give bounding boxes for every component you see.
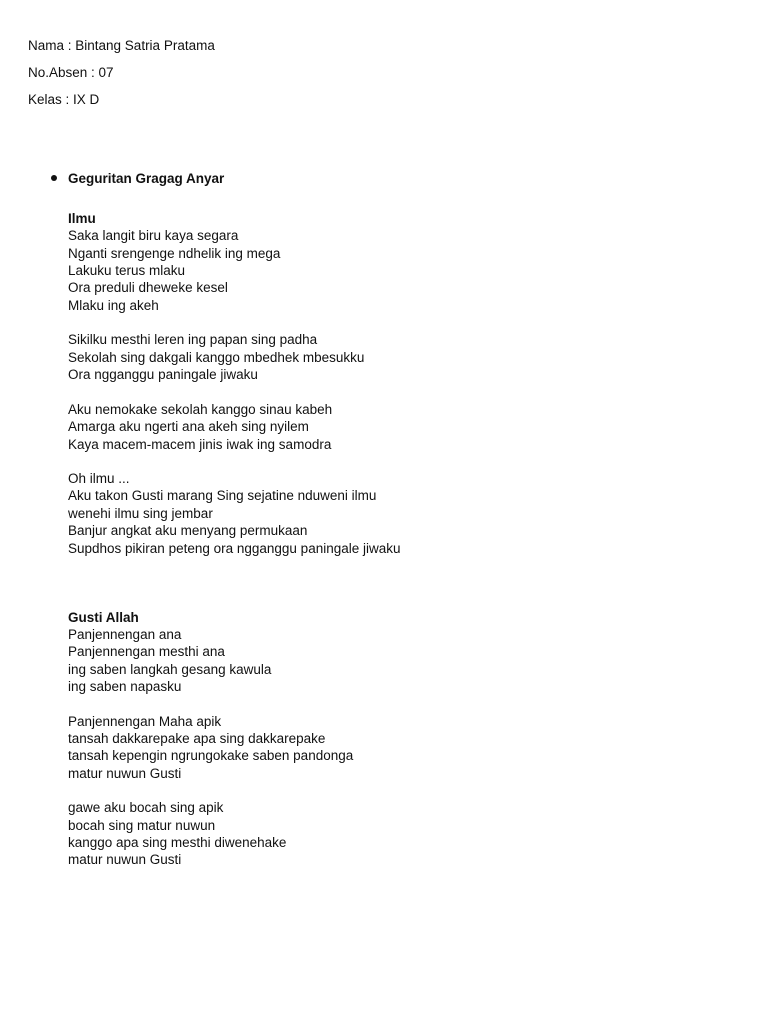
poem-title-gusti-allah: Gusti Allah	[68, 610, 139, 625]
bullet-icon	[51, 175, 57, 181]
poem-line: wenehi ilmu sing jembar	[68, 506, 213, 521]
poem-line: Oh ilmu ...	[68, 471, 130, 486]
poem-line: Ora ngganggu paningale jiwaku	[68, 367, 258, 382]
poem-line: Ora preduli dheweke kesel	[68, 280, 228, 295]
poem-line: bocah sing matur nuwun	[68, 818, 216, 833]
poem-line: ing saben napasku	[68, 679, 182, 694]
poem-line: Mlaku ing akeh	[68, 298, 159, 313]
poem-title-ilmu: Ilmu	[68, 211, 96, 226]
poem-line: Sekolah sing dakgali kanggo mbedhek mbesukku	[68, 350, 365, 365]
poem-line: Nganti srengenge ndhelik ing mega	[68, 246, 281, 261]
poem-line: kanggo apa sing mesthi diwenehake	[68, 835, 287, 850]
poem-line: matur nuwun Gusti	[68, 766, 182, 781]
poem-line: tansah kepengin ngrungokake saben pandonga	[68, 748, 354, 763]
poem-line: Sikilku mesthi leren ing papan sing padha	[68, 332, 318, 347]
poem-line: Aku takon Gusti marang Sing sejatine nduweni ilmu	[68, 488, 377, 503]
poem-line: Kaya macem-macem jinis iwak ing samodra	[68, 437, 332, 452]
poem-line: Panjennengan mesthi ana	[68, 644, 225, 659]
poem-line: tansah dakkarepake apa sing dakkarepake	[68, 731, 326, 746]
student-class: Kelas : IX D	[28, 92, 100, 107]
poem-line: Panjennengan Maha apik	[68, 714, 222, 729]
student-name: Nama : Bintang Satria Pratama	[28, 38, 215, 53]
poem-line: matur nuwun Gusti	[68, 852, 182, 867]
poem-line: Lakuku terus mlaku	[68, 263, 186, 278]
poem-line: ing saben langkah gesang kawula	[68, 662, 272, 677]
poem-line: Supdhos pikiran peteng ora ngganggu paningale jiwaku	[68, 541, 401, 556]
poem-line: Aku nemokake sekolah kanggo sinau kabeh	[68, 402, 333, 417]
poem-line: Panjennengan ana	[68, 627, 182, 642]
poem-line: Amarga aku ngerti ana akeh sing nyilem	[68, 419, 309, 434]
section-title: Geguritan Gragag Anyar	[68, 171, 225, 186]
poem-line: Saka langit biru kaya segara	[68, 228, 239, 243]
student-absen: No.Absen : 07	[28, 65, 114, 80]
poem-line: Banjur angkat aku menyang permukaan	[68, 523, 308, 538]
poem-line: gawe aku bocah sing apik	[68, 800, 224, 815]
